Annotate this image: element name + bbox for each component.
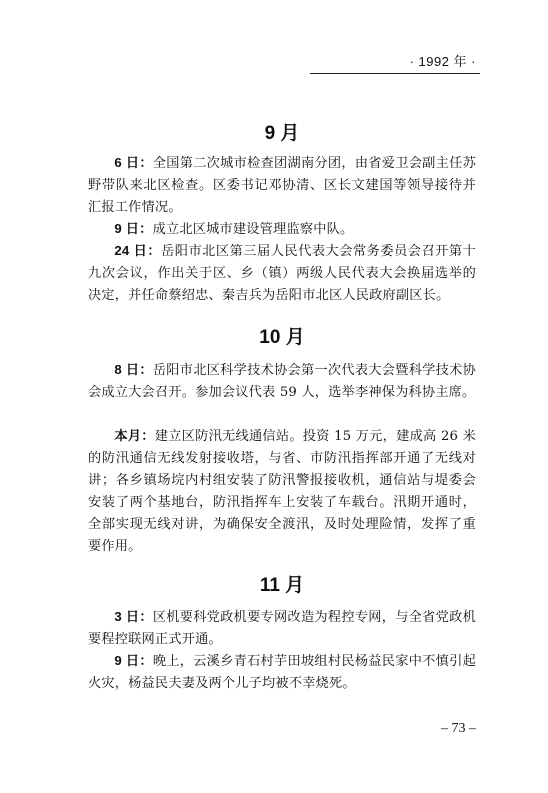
month-heading-november: 11 月 — [259, 575, 305, 596]
entry-date: 3 日： — [114, 609, 153, 624]
entry-text: 晚上，云溪乡青石村芋田坡组村民杨益民家中不慎引起火灾，杨益民夫妻及两个儿子均被不幸烧死。 — [88, 654, 476, 691]
entry-date: 9 日： — [114, 653, 153, 668]
entry-date: 本月： — [114, 428, 155, 443]
entry-date: 24 日： — [114, 243, 162, 258]
entry-sep-06 — [88, 152, 476, 219]
running-header: · 1992 年 · — [409, 54, 476, 69]
entry-text: 岳阳市北区科学技术协会第一次代表大会暨科学技术协会成立大会召开。参加会议代表 59 人，选举李神保为科协主席。 — [88, 363, 476, 400]
entry-oct-08 — [88, 359, 476, 404]
entry-sep-24 — [88, 240, 476, 307]
month-heading-september: 9 月 — [264, 123, 300, 144]
entry-text: 全国第二次城市检查团湖南分团，由省爱卫会副主任苏野带队来北区检查。区委书记邓协清、区长文建国等领导接待并汇报工作情况。 — [88, 156, 476, 215]
entry-sep-09 — [88, 218, 476, 241]
entry-date: 9 日： — [114, 221, 153, 236]
entry-text: 岳阳市北区第三届人民代表大会常务委员会召开第十九次会议，作出关于区、乡（镇）两级人民代表大会换届选举的决定，并任命蔡绍忠、秦吉兵为岳阳市北区人民政府副区长。 — [88, 244, 476, 303]
entry-nov-03 — [88, 606, 476, 651]
month-heading-october: 10 月 — [259, 327, 305, 348]
entry-text: 建立区防汛无线通信站。投资 15 万元，建成高 26 米的防汛通信无线发射接收塔，与省、市防汛指挥部开通了无线对讲；各乡镇场垸内村组安装了防汛警报接收机，通信站与堤委会安装了两个基地台，防汛指挥车上安装了车载台。汛期开通时，全部实现无线对讲，为确保安全渡汛，及时处理险情，发挥了重要作用。 — [88, 429, 476, 554]
header-rule — [310, 73, 480, 74]
entry-oct-month — [88, 425, 476, 558]
entry-text: 成立北区城市建设管理监察中队。 — [152, 222, 354, 237]
page-number: – 73 – — [441, 721, 476, 736]
entry-date: 6 日： — [114, 155, 153, 170]
entry-nov-09 — [88, 650, 476, 695]
entry-text: 区机要科党政机要专网改造为程控专网，与全省党政机要程控联网正式开通。 — [88, 610, 476, 647]
entry-date: 8 日： — [114, 362, 153, 377]
